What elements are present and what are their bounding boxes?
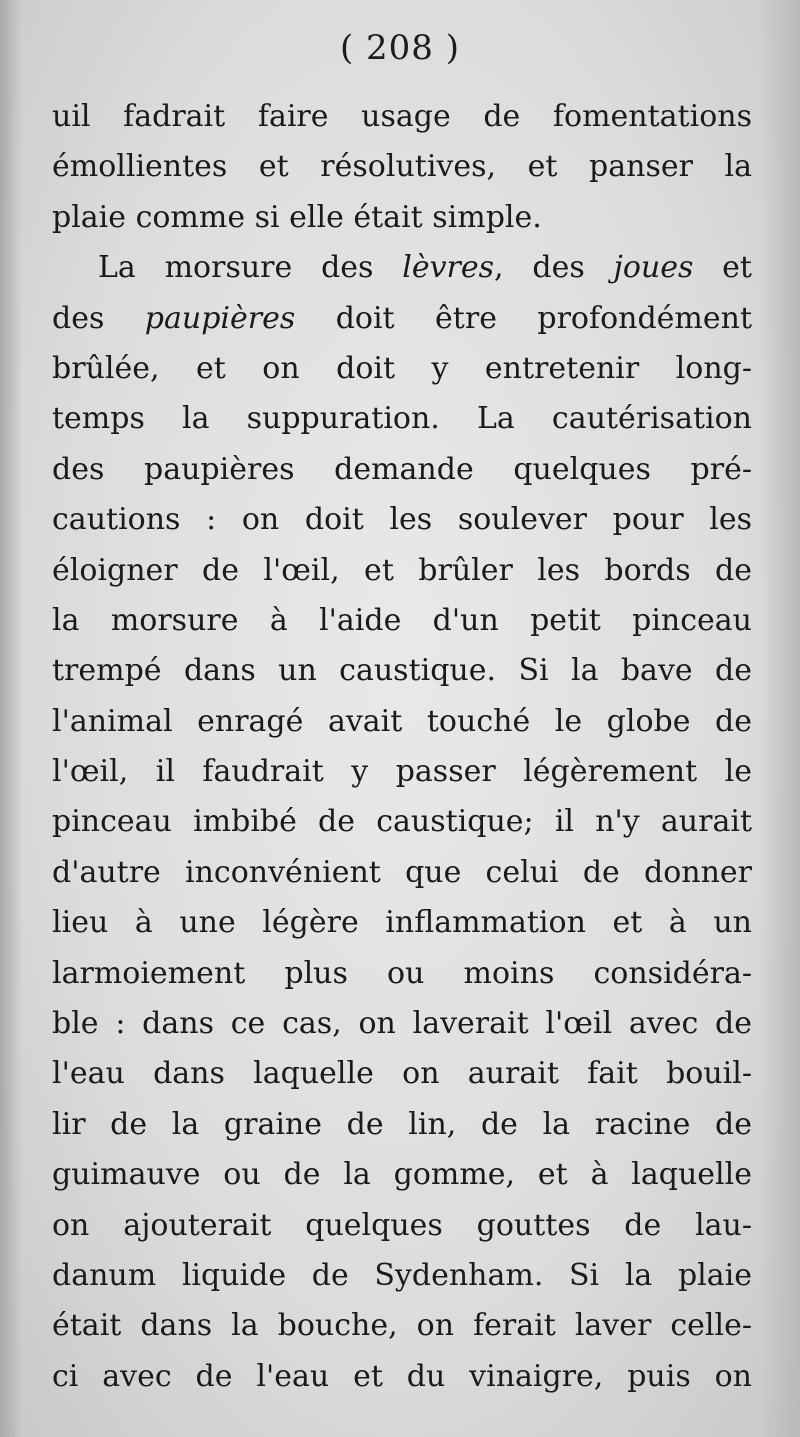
text-line (52, 898, 752, 948)
text-line (52, 1301, 752, 1351)
italic-word: paupières (144, 300, 296, 336)
text-line (52, 193, 752, 243)
text-segment: éloigner de l'œil, et brûler les bords de (52, 552, 752, 588)
text-line (52, 848, 752, 898)
text-segment: on ajouterait quelques gouttes de lau- (52, 1207, 752, 1243)
text-line (52, 697, 752, 747)
text-line (52, 1251, 752, 1301)
text-line (52, 394, 752, 444)
text-line (52, 344, 752, 394)
text-segment: danum liquide de Sydenham. Si la plaie (52, 1257, 752, 1293)
text-segment: émollientes et résolutives, et panser la (52, 149, 752, 185)
text-line (52, 546, 752, 596)
text-segment: cautions : on doit les soulever pour les (52, 502, 752, 538)
text-segment: doit être profondément (295, 300, 753, 336)
text-segment: uil fadrait faire usage de fomentations (52, 99, 752, 134)
text-line (52, 999, 752, 1049)
page-right-shadow (760, 0, 800, 1437)
text-segment: temps la suppuration. La cautérisation (52, 401, 752, 437)
text-segment: lieu à une légère inflammation et à un (52, 905, 752, 941)
text-line (52, 1150, 752, 1200)
text-segment: trempé dans un caustique. Si la bave de (52, 653, 752, 689)
italic-word: joues (613, 250, 694, 286)
text-segment: des paupières demande quelques pré- (52, 451, 752, 487)
text-segment: et (693, 250, 752, 286)
text-line (52, 1049, 752, 1099)
text-segment: larmoiement plus ou moins considéra- (52, 955, 752, 991)
text-line (52, 596, 752, 646)
text-line (52, 949, 752, 999)
text-line (52, 92, 752, 142)
text-line (52, 495, 752, 545)
text-segment: lir de la graine de lin, de la racine de (52, 1106, 752, 1142)
text-line (52, 747, 752, 797)
text-segment: ble : dans ce cas, on laverait l'œil avec de (52, 1006, 752, 1042)
text-segment: l'œil, il faudrait y passer légèrement le (52, 754, 752, 790)
text-segment: guimauve ou de la gomme, et à laquelle (52, 1157, 752, 1193)
text-line (52, 445, 752, 495)
text-segment: plaie comme si elle était simple. (52, 199, 542, 235)
text-segment: l'animal enragé avait touché le globe de (52, 703, 752, 739)
text-line (52, 797, 752, 847)
text-line (52, 1100, 752, 1150)
text-line (52, 1201, 752, 1251)
page-left-shadow (0, 0, 22, 1437)
text-segment: la morsure à l'aide d'un petit pinceau (52, 602, 752, 638)
text-line (52, 1352, 752, 1402)
text-line (52, 646, 752, 696)
text-line (52, 142, 752, 192)
italic-word: lèvres (402, 250, 495, 286)
body-text (52, 92, 752, 1402)
text-segment: d'autre inconvénient que celui de donner (52, 854, 752, 890)
text-segment: pinceau imbibé de caustique; il n'y aurait (52, 804, 752, 840)
page-number: ( 208 ) (339, 28, 461, 68)
text-segment: La morsure des (98, 250, 403, 286)
text-segment: était dans la bouche, on ferait laver celle- (52, 1308, 752, 1344)
text-segment: brûlée, et on doit y entretenir long- (52, 350, 752, 386)
text-segment: des (52, 300, 145, 336)
text-segment: ci avec de l'eau et du vinaigre, puis on (52, 1358, 752, 1394)
text-segment: , des (494, 250, 614, 286)
text-segment: l'eau dans laquelle on aurait fait bouil- (52, 1056, 752, 1092)
text-line (52, 294, 752, 344)
text-line (52, 243, 752, 293)
